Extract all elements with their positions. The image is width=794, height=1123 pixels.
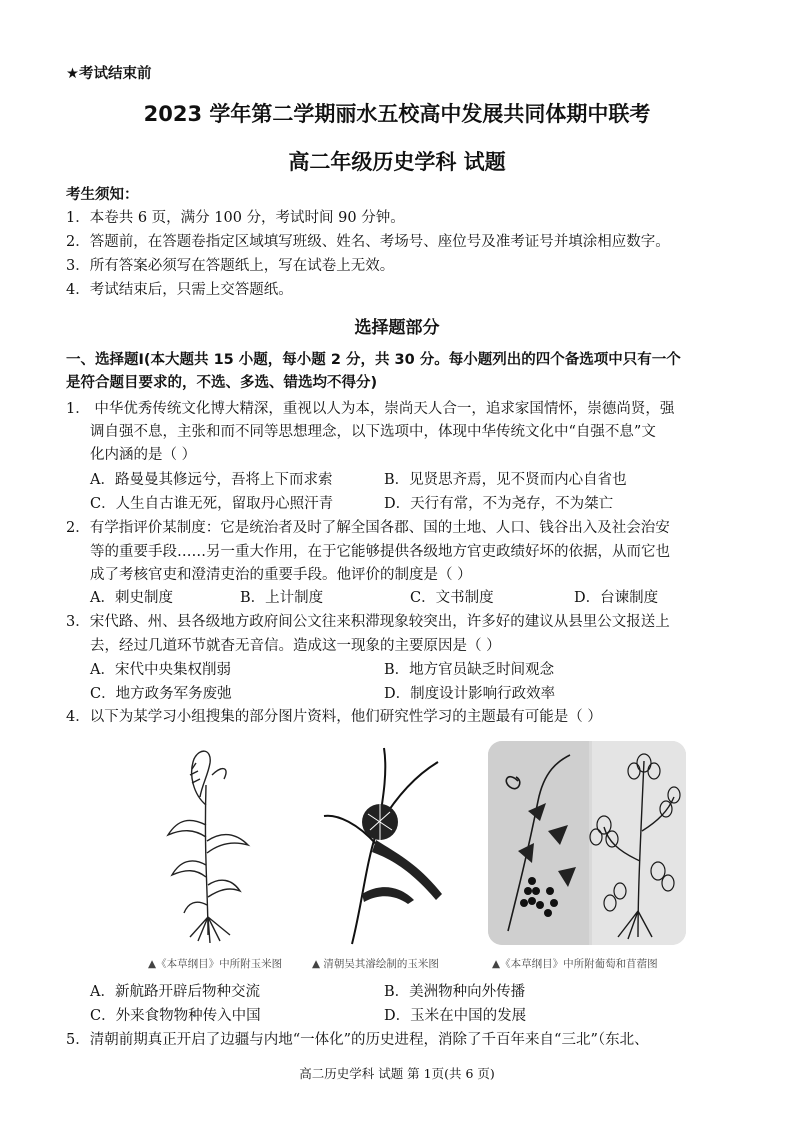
- q3-option-c: C．地方政务军务废弛: [90, 686, 232, 702]
- instruction-item: 2．答题前，在答题卷指定区域填写班级、姓名、考场号、座位号及准考证号并填涂相应数字。: [66, 234, 670, 250]
- part1-heading-cont: 是符合题目要求的，不选、多选、错选均不得分): [66, 375, 378, 391]
- q4-stem: 4．以下为某学习小组搜集的部分图片资料，他们研究性学习的主题最有可能是（ ）: [66, 709, 602, 725]
- q2-option-d: D．台谏制度: [574, 590, 659, 606]
- section-title: 选择题部分: [354, 318, 440, 338]
- q4-option-d: D．玉米在中国的发展: [384, 1008, 527, 1024]
- q3-option-b: B．地方官员缺乏时间观念: [384, 662, 555, 678]
- instruction-item: 3．所有答案必须写在答题纸上，写在试卷上无效。: [66, 258, 395, 274]
- instruction-item: 4．考试结束后，只需上交答题纸。: [66, 282, 293, 298]
- q1-stem: 调自强不息，主张和而不同等思想理念，以下选项中，体现中华传统文化中“自强不息”文: [90, 424, 656, 440]
- page-footer: 高二历史学科 试题 第 1页(共 6 页): [299, 1066, 495, 1081]
- q5-stem: 5．清朝前期真正开启了边疆与内地“一体化”的历史进程，消除了千百年来自“三北”（东北、: [66, 1032, 649, 1048]
- q1-option-b: B．见贤思齐焉，见不贤而内心自省也: [384, 472, 627, 488]
- q1-option-c: C．人生自古谁无死，留取丹心照汗青: [90, 496, 334, 512]
- q3-stem: 去，经过几道环节就杳无音信。造成这一现象的主要原因是（ ）: [90, 638, 501, 654]
- q3-stem: 3．宋代路、州、县各级地方政府间公文往来积滞现象较突出，许多好的建议从县里公文报送上: [66, 614, 670, 630]
- maize-illustration-bencao: [150, 745, 260, 945]
- exam-notice: ★考试结束前: [66, 66, 152, 82]
- q1-stem: 1． 中华优秀传统文化博大精深，重视以人为本，崇尚天人合一，追求家国情怀，崇德尚贤，强: [66, 401, 675, 417]
- exam-subtitle: 高二年级历史学科 试题: [288, 150, 506, 174]
- q4-option-a: A．新航路开辟后物种交流: [90, 984, 260, 1000]
- q4-option-c: C．外来食物物种传入中国: [90, 1008, 261, 1024]
- q3-option-a: A．宋代中央集权削弱: [90, 662, 231, 678]
- exam-title: 2023 学年第二学期丽水五校高中发展共同体期中联考: [143, 102, 651, 126]
- instruction-item: 1．本卷共 6 页，满分 100 分，考试时间 90 分钟。: [66, 210, 405, 226]
- q2-stem: 2．有学指评价某制度：它是统治者及时了解全国各郡、国的土地、人口、钱谷出入及社会治安: [66, 520, 670, 536]
- q1-stem: 化内涵的是（ ）: [90, 447, 197, 463]
- figure-caption-3: ▲《本草纲目》中所附葡萄和苜蓿图: [492, 958, 658, 970]
- grape-alfalfa-illustration: [488, 741, 686, 945]
- q4-option-b: B．美洲物种向外传播: [384, 984, 526, 1000]
- q3-option-d: D．制度设计影响行政效率: [384, 686, 556, 702]
- q1-option-a: A．路曼曼其修远兮，吾将上下而求索: [90, 472, 333, 488]
- q2-option-b: B．上计制度: [240, 590, 324, 606]
- instructions-heading: 考生须知：: [66, 187, 139, 203]
- figure-caption-2: ▲ 清朝吴其濬绘制的玉米图: [312, 958, 439, 970]
- q2-stem: 等的重要手段……另一重大作用，在于它能够提供各级地方官吏政绩好坏的依据，从而它也: [90, 544, 670, 560]
- q1-option-d: D．天行有常，不为尧存，不为桀亡: [384, 496, 614, 512]
- q2-stem: 成了考核官吏和澄清吏治的重要手段。他评价的制度是（ ）: [90, 567, 472, 583]
- q2-option-a: A．刺史制度: [90, 590, 173, 606]
- maize-illustration-wu-qijun: [318, 744, 448, 946]
- part1-heading: 一、选择题Ⅰ(本大题共 15 小题，每小题 2 分，共 30 分。每小题列出的四个备选项中只有一个: [66, 352, 681, 368]
- figure-caption-1: ▲《本草纲目》中所附玉米图: [148, 958, 283, 970]
- q2-option-c: C．文书制度: [410, 590, 494, 606]
